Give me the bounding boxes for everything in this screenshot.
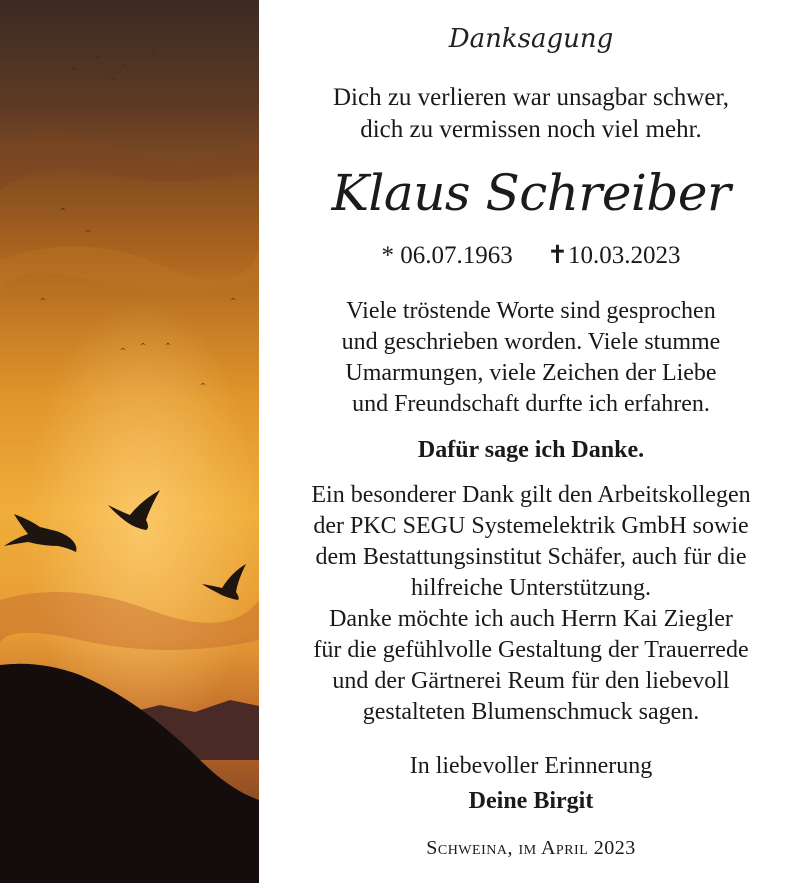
life-dates: [262, 240, 800, 272]
text-panel: [262, 0, 800, 883]
birth-date: * 06.07.1963: [381, 242, 513, 269]
paragraph-line: hilfreiche Unterstützung.: [411, 575, 651, 601]
thanks-line: Dafür sage ich Danke.: [417, 437, 645, 463]
closing-line: In liebevoller Erinnerung: [409, 753, 653, 779]
paragraph-line: und Freundschaft durfte ich erfahren.: [352, 391, 710, 417]
paragraph-acknowledgements: [262, 480, 800, 728]
verse-line: Dich zu verlieren war unsagbar schwer,: [332, 84, 730, 111]
paragraph-line: für die gefühlvolle Gestaltung der Trauerrede: [313, 637, 749, 663]
paragraph-line: dem Bestattungsinstitut Schäfer, auch für die: [315, 544, 747, 570]
paragraph-line: und geschrieben worden. Viele stumme: [341, 329, 721, 355]
deceased-name: Klaus Schreiber: [331, 164, 731, 222]
heading: Danksagung: [448, 24, 614, 54]
paragraph-line: Danke möchte ich auch Herrn Kai Ziegler: [329, 606, 733, 632]
paragraph-line: Umarmungen, viele Zeichen der Liebe: [345, 360, 717, 386]
death-date: ✝10.03.2023: [547, 242, 681, 269]
paragraph-line: der PKC SEGU Systemelektrik GmbH sowie: [313, 513, 749, 539]
sunset-image: [0, 0, 259, 883]
paragraph-condolences: [262, 296, 800, 420]
sunset-birds-illustration: [0, 0, 259, 883]
signer: Deine Birgit: [468, 788, 594, 814]
paragraph-line: Ein besonderer Dank gilt den Arbeitskollegen: [311, 482, 751, 508]
paragraph-line: Viele tröstende Worte sind gesprochen: [346, 298, 716, 324]
paragraph-line: gestalteten Blumenschmuck sagen.: [362, 699, 700, 725]
paragraph-line: und der Gärtnerei Reum für den liebevoll: [332, 668, 730, 694]
verse: [262, 82, 800, 146]
place-date: Schweina, im April 2023: [426, 837, 636, 859]
verse-line: dich zu vermissen noch viel mehr.: [360, 116, 702, 143]
